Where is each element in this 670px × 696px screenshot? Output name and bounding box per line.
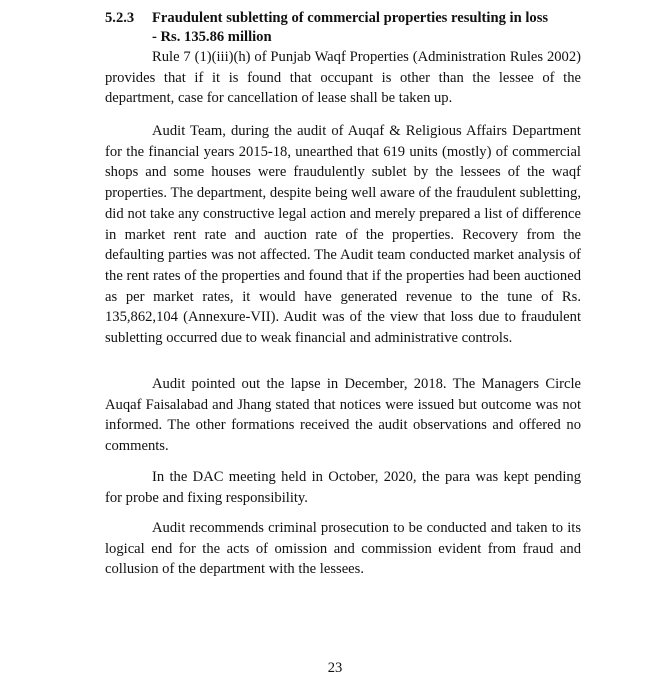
section-title-line-1: Fraudulent subletting of commercial properties resulting in loss [152, 10, 549, 26]
section-number: 5.2.3 [105, 10, 135, 26]
paragraph-recommendation: Audit recommends criminal prosecution to be conducted and taken to its logical end for the acts of omission and commission evident from fraud and collusion of the department with the lessees. [105, 520, 581, 578]
paragraph-dac-meeting: In the DAC meeting held in October, 2020, the para was kept pending for probe and fixing responsibility. [105, 469, 581, 506]
section-title-line-2: - Rs. 135.86 million [152, 29, 272, 45]
paragraph-audit-findings: Audit Team, during the audit of Auqaf & Religious Affairs Department for the financial years 2015-18, unearthed that 619 units (mostly) of commercial shops and some houses were fraudulently sublet by the lessees of the waqf properties. The department, despite being well aware of the fraudulent subletting, did not take any constructive legal action and merely prepared a list of difference in market rent rate and auction rate of the properties. Recovery from the defaulting parties was not affected. The Audit team conducted market analysis of the rent rates of the properties and found that if the properties had been auctioned as per market rates, it would have generated revenue to the tune of Rs. 135,862,104 (Annexure-VII). Audit was of the view that loss due to fraudulent subletting occurred due to weak financial and administrative controls. [105, 123, 581, 347]
paragraph-rule-reference: Rule 7 (1)(iii)(h) of Punjab Waqf Properties (Administration Rules 2002) provides that if it is found that occupant is other than the lessee of the department, case for cancellation of lease shall be taken up. [105, 49, 581, 107]
section-heading [105, 9, 587, 47]
section-title [152, 9, 587, 47]
page-number: 23 [327, 660, 343, 676]
paragraph-lapse-pointed-out: Audit pointed out the lapse in December, 2018. The Managers Circle Auqaf Faisalabad and Jhang stated that notices were issued but outcome was not informed. The other formations received the audit observations and offered no comments. [105, 376, 581, 455]
